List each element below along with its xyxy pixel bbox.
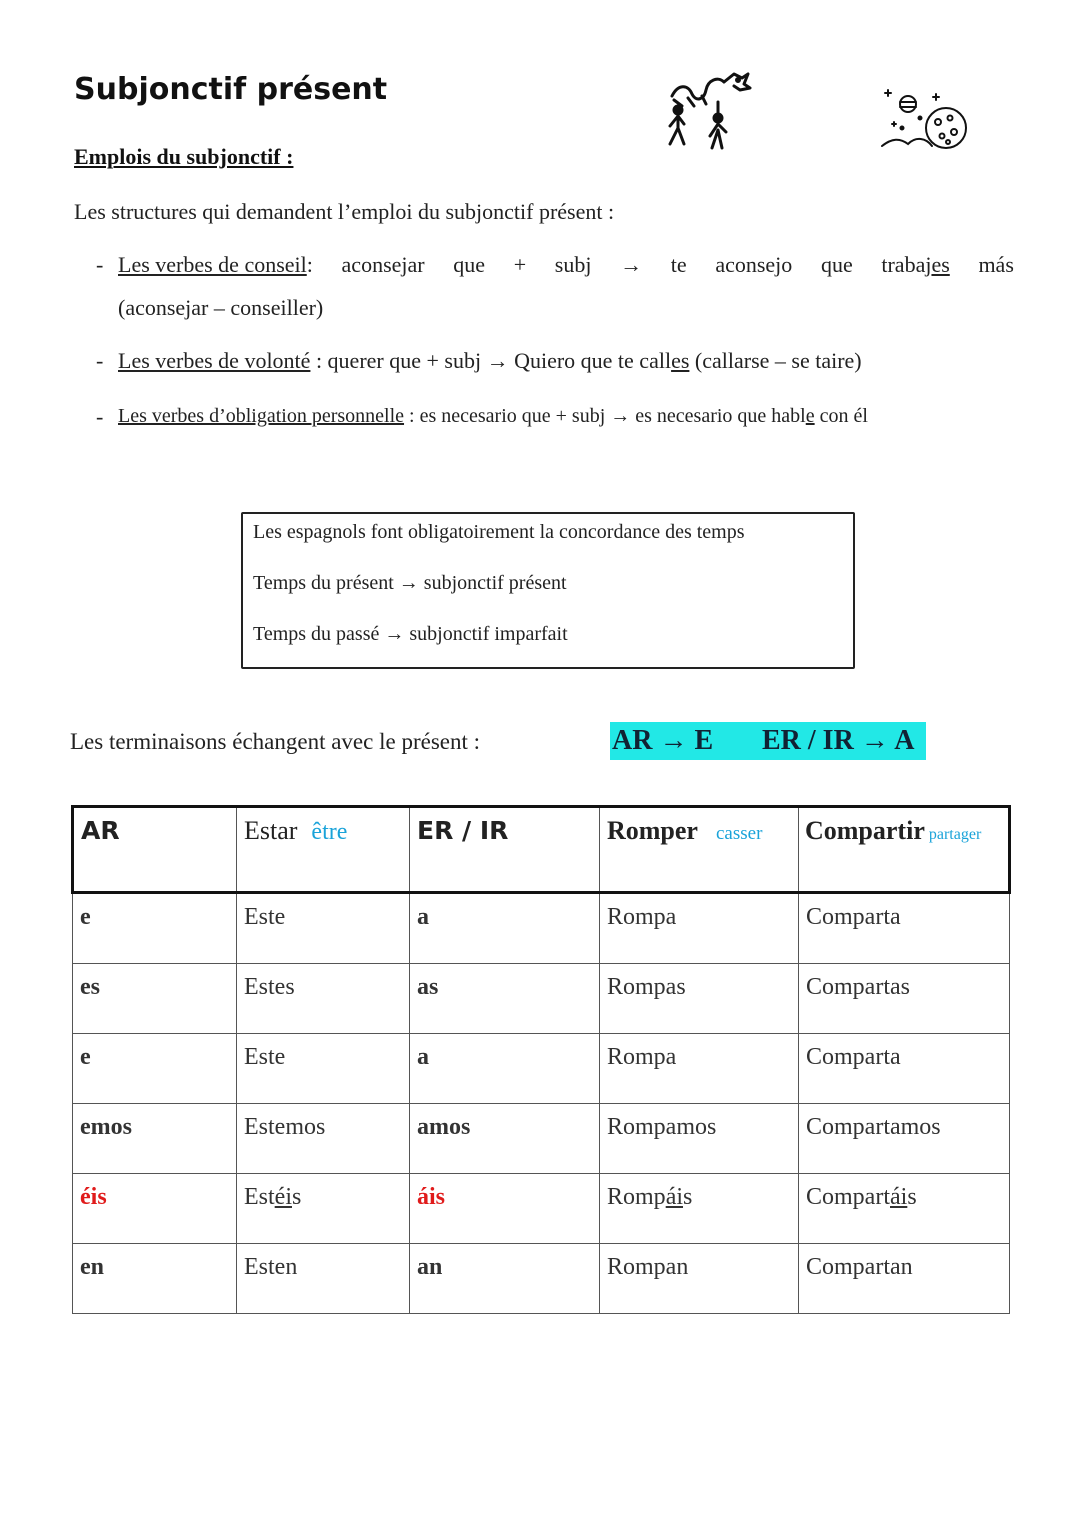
table-row (73, 964, 1010, 1034)
table-header-row (73, 807, 1010, 893)
bullet-volonte: Les verbes de volonté : querer que + subj → Quiero que te calles (callarse – se taire) (118, 348, 862, 373)
cell-ar: es (73, 964, 237, 1034)
cell-romper: Rompáis (600, 1174, 799, 1244)
cell-compartir: Compartáis (799, 1174, 1010, 1244)
cell-ar: e (73, 893, 237, 964)
cell-estar: Estemos (237, 1104, 410, 1174)
cell-estar: Estes (237, 964, 410, 1034)
header-romper: Romper casser (600, 807, 799, 893)
cell-compartir: Compartas (799, 964, 1010, 1034)
concordance-note-box (241, 512, 855, 669)
cell-compartir: Compartan (799, 1244, 1010, 1314)
note-line: Les espagnols font obligatoirement la concordance des temps (253, 521, 745, 543)
bullet-dash: - (96, 404, 104, 429)
cell-romper: Rompa (600, 893, 799, 964)
table-row (73, 1244, 1010, 1314)
cell-romper: Rompamos (600, 1104, 799, 1174)
table-row (73, 893, 1010, 964)
bullet-conseil-line2: (aconsejar – conseiller) (118, 295, 324, 320)
cell-erir: as (410, 964, 600, 1034)
cell-romper: Rompan (600, 1244, 799, 1314)
cell-estar: Estéis (237, 1174, 410, 1244)
section-heading: Emplois du subjonctif : (74, 144, 294, 169)
cell-romper: Rompa (600, 1034, 799, 1104)
bullet-conseil: Les verbes de conseil: aconsejar que + subj → te aconsejo que trabajes más (118, 252, 1014, 277)
endings-label: Les terminaisons échangent avec le présent : (70, 729, 481, 754)
cell-erir: a (410, 1034, 600, 1104)
cell-ar: e (73, 1034, 237, 1104)
bullet-dash: - (96, 348, 104, 373)
cell-estar: Esten (237, 1244, 410, 1314)
cell-erir: áis (410, 1174, 600, 1244)
space-planets-icon (880, 86, 972, 160)
intro-text: Les structures qui demandent l’emploi du subjonctif présent : (74, 199, 615, 224)
header-erir: ER / IR (410, 807, 600, 893)
table-row (73, 1104, 1010, 1174)
cell-ar: emos (73, 1104, 237, 1174)
header-compartir: Compartir partager (799, 807, 1010, 893)
conjugation-table (71, 805, 1011, 1314)
cell-estar: Este (237, 893, 410, 964)
cell-erir: amos (410, 1104, 600, 1174)
ar-rule: AR → E (612, 725, 714, 756)
bullet-volonte-label: Les verbes de volonté (118, 348, 311, 373)
table-row (73, 1034, 1010, 1104)
table-row (73, 1174, 1010, 1244)
note-line: Temps du passé → subjonctif imparfait (253, 623, 568, 645)
cell-compartir: Comparta (799, 893, 1010, 964)
cell-ar: éis (73, 1174, 237, 1244)
header-estar: Estar être (237, 807, 410, 893)
header-ar: AR (73, 807, 237, 893)
cell-romper: Rompas (600, 964, 799, 1034)
cell-estar: Este (237, 1034, 410, 1104)
page-title: Subjonctif présent (74, 72, 388, 107)
bullet-conseil-label: Les verbes de conseil (118, 252, 307, 277)
bullet-obligation: Les verbes d’obligation personnelle : es necesario que + subj → es necesario que hable con él (118, 405, 868, 427)
cell-compartir: Compartamos (799, 1104, 1010, 1174)
cell-erir: a (410, 893, 600, 964)
dragon-dance-icon (664, 66, 752, 156)
cell-compartir: Comparta (799, 1034, 1010, 1104)
cell-erir: an (410, 1244, 600, 1314)
bullet-dash: - (96, 252, 104, 277)
erir-rule: ER / IR → A (762, 725, 915, 756)
cell-ar: en (73, 1244, 237, 1314)
bullet-obligation-label: Les verbes d’obligation personnelle (118, 405, 405, 427)
note-line: Temps du présent → subjonctif présent (253, 572, 567, 594)
